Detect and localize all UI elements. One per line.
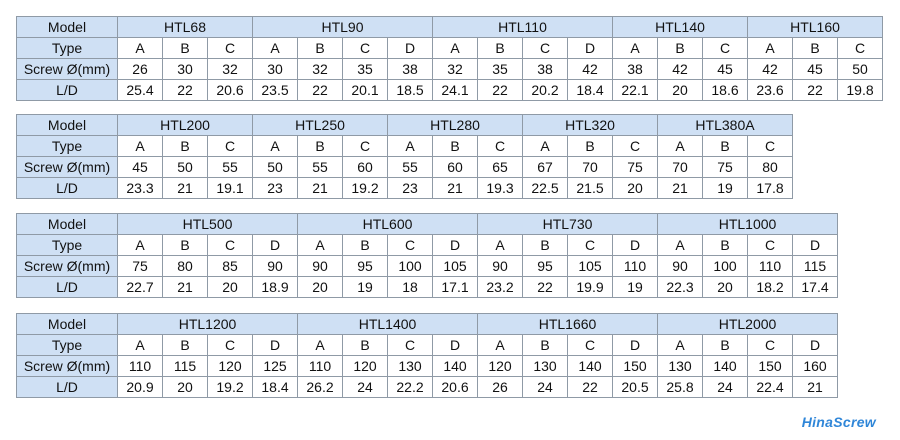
type-cell: C	[343, 38, 388, 59]
type-cell: A	[253, 38, 298, 59]
screw-diameter-cell: 140	[568, 356, 613, 377]
model-row	[17, 17, 883, 38]
ld-cell: 18.5	[388, 80, 433, 101]
ld-cell: 26.2	[298, 377, 343, 398]
ld-cell: 23.2	[478, 277, 523, 298]
row-label-ld: L/D	[17, 377, 118, 398]
ld-cell: 24	[343, 377, 388, 398]
screw-diameter-cell: 95	[523, 256, 568, 277]
type-cell: C	[613, 136, 658, 157]
ld-cell: 21	[163, 277, 208, 298]
screw-diameter-cell: 55	[388, 157, 433, 178]
screw-diameter-cell: 67	[523, 157, 568, 178]
type-cell: C	[208, 335, 253, 356]
ld-cell: 22.3	[658, 277, 703, 298]
ld-cell: 18.6	[703, 80, 748, 101]
screw-diameter-cell: 65	[478, 157, 523, 178]
screw-diameter-cell: 80	[748, 157, 793, 178]
type-cell: A	[478, 235, 523, 256]
row-label-screw: Screw Ø(mm)	[17, 256, 118, 277]
type-cell: D	[613, 235, 658, 256]
screw-diameter-cell: 160	[793, 356, 838, 377]
brand-logo: HinaScrew	[801, 414, 876, 430]
screw-diameter-cell: 120	[478, 356, 523, 377]
screw-diameter-cell: 50	[838, 59, 883, 80]
ld-cell: 22	[568, 377, 613, 398]
type-cell: C	[568, 335, 613, 356]
type-cell: D	[793, 335, 838, 356]
ld-cell: 23	[253, 178, 298, 199]
screw-diameter-row	[17, 157, 793, 178]
type-cell: C	[748, 136, 793, 157]
screw-diameter-cell: 130	[523, 356, 568, 377]
screw-diameter-cell: 38	[523, 59, 568, 80]
screw-diameter-cell: 32	[298, 59, 343, 80]
screw-diameter-cell: 100	[703, 256, 748, 277]
screw-diameter-cell: 85	[208, 256, 253, 277]
type-cell: A	[298, 335, 343, 356]
type-cell: B	[343, 235, 388, 256]
row-label-screw: Screw Ø(mm)	[17, 356, 118, 377]
type-cell: C	[208, 38, 253, 59]
screw-diameter-cell: 100	[388, 256, 433, 277]
screw-diameter-cell: 38	[613, 59, 658, 80]
ld-cell: 20	[208, 277, 253, 298]
row-label-screw: Screw Ø(mm)	[17, 59, 118, 80]
type-cell: D	[793, 235, 838, 256]
model-name: HTL110	[433, 17, 613, 38]
type-cell: C	[343, 136, 388, 157]
screw-diameter-cell: 45	[793, 59, 838, 80]
ld-cell: 19	[613, 277, 658, 298]
row-label-ld: L/D	[17, 277, 118, 298]
ld-cell: 25.4	[118, 80, 163, 101]
ld-cell: 19.2	[343, 178, 388, 199]
ld-ratio-row	[17, 277, 838, 298]
type-cell: B	[523, 235, 568, 256]
type-row	[17, 235, 838, 256]
screw-diameter-cell: 38	[388, 59, 433, 80]
ld-cell: 20.6	[433, 377, 478, 398]
ld-cell: 19.3	[478, 178, 523, 199]
ld-cell: 22	[163, 80, 208, 101]
type-cell: B	[658, 38, 703, 59]
ld-cell: 22.7	[118, 277, 163, 298]
type-cell: B	[163, 136, 208, 157]
model-row	[17, 314, 838, 335]
ld-cell: 23.6	[748, 80, 793, 101]
type-cell: B	[568, 136, 613, 157]
screw-diameter-cell: 70	[658, 157, 703, 178]
screw-diameter-cell: 50	[163, 157, 208, 178]
ld-cell: 21	[298, 178, 343, 199]
type-cell: B	[298, 38, 343, 59]
screw-diameter-cell: 42	[568, 59, 613, 80]
ld-cell: 18.2	[748, 277, 793, 298]
ld-cell: 21	[433, 178, 478, 199]
screw-diameter-cell: 32	[208, 59, 253, 80]
spec-table-1	[16, 16, 883, 101]
ld-cell: 19.8	[838, 80, 883, 101]
ld-cell: 22	[793, 80, 838, 101]
type-cell: B	[703, 335, 748, 356]
type-cell: B	[433, 136, 478, 157]
ld-cell: 19.9	[568, 277, 613, 298]
ld-cell: 20.5	[613, 377, 658, 398]
spec-table-3	[16, 213, 838, 298]
ld-cell: 24.1	[433, 80, 478, 101]
ld-cell: 20	[703, 277, 748, 298]
screw-diameter-cell: 140	[433, 356, 478, 377]
model-name: HTL730	[478, 214, 658, 235]
screw-diameter-cell: 150	[613, 356, 658, 377]
type-cell: D	[613, 335, 658, 356]
type-cell: C	[388, 235, 433, 256]
screw-diameter-cell: 42	[658, 59, 703, 80]
ld-cell: 22.2	[388, 377, 433, 398]
screw-diameter-cell: 30	[253, 59, 298, 80]
screw-diameter-cell: 140	[703, 356, 748, 377]
screw-diameter-cell: 55	[298, 157, 343, 178]
ld-cell: 18.4	[568, 80, 613, 101]
ld-cell: 20.2	[523, 80, 568, 101]
screw-diameter-cell: 75	[613, 157, 658, 178]
ld-cell: 18.4	[253, 377, 298, 398]
ld-cell: 26	[478, 377, 523, 398]
screw-diameter-cell: 120	[343, 356, 388, 377]
screw-diameter-cell: 50	[253, 157, 298, 178]
type-row	[17, 335, 838, 356]
type-cell: D	[388, 38, 433, 59]
model-row	[17, 214, 838, 235]
type-cell: A	[748, 38, 793, 59]
ld-cell: 21.5	[568, 178, 613, 199]
row-label-type: Type	[17, 38, 118, 59]
type-cell: B	[163, 235, 208, 256]
row-label-type: Type	[17, 235, 118, 256]
ld-cell: 22.1	[613, 80, 658, 101]
screw-diameter-cell: 60	[433, 157, 478, 178]
type-cell: C	[208, 136, 253, 157]
type-cell: B	[163, 335, 208, 356]
screw-diameter-cell: 42	[748, 59, 793, 80]
type-cell: C	[388, 335, 433, 356]
ld-cell: 25.8	[658, 377, 703, 398]
screw-diameter-cell: 150	[748, 356, 793, 377]
type-cell: A	[433, 38, 478, 59]
ld-ratio-row	[17, 178, 793, 199]
model-name: HTL200	[118, 115, 253, 136]
screw-diameter-cell: 30	[163, 59, 208, 80]
screw-diameter-cell: 90	[478, 256, 523, 277]
row-label-screw: Screw Ø(mm)	[17, 157, 118, 178]
type-cell: D	[253, 235, 298, 256]
ld-cell: 22.4	[748, 377, 793, 398]
screw-diameter-cell: 70	[568, 157, 613, 178]
ld-cell: 20.6	[208, 80, 253, 101]
ld-cell: 19	[703, 178, 748, 199]
screw-diameter-cell: 110	[298, 356, 343, 377]
ld-cell: 19.1	[208, 178, 253, 199]
type-cell: C	[568, 235, 613, 256]
type-cell: C	[748, 235, 793, 256]
model-name: HTL1660	[478, 314, 658, 335]
model-name: HTL140	[613, 17, 748, 38]
screw-diameter-cell: 115	[793, 256, 838, 277]
screw-diameter-cell: 115	[163, 356, 208, 377]
ld-ratio-row	[17, 377, 838, 398]
screw-diameter-cell: 75	[703, 157, 748, 178]
row-label-model: Model	[17, 17, 118, 38]
screw-diameter-cell: 110	[118, 356, 163, 377]
type-cell: C	[838, 38, 883, 59]
type-cell: B	[163, 38, 208, 59]
type-cell: A	[658, 136, 703, 157]
type-cell: A	[298, 235, 343, 256]
ld-cell: 18.9	[253, 277, 298, 298]
type-cell: B	[298, 136, 343, 157]
ld-cell: 24	[703, 377, 748, 398]
screw-diameter-cell: 55	[208, 157, 253, 178]
screw-diameter-cell: 32	[433, 59, 478, 80]
model-name: HTL1400	[298, 314, 478, 335]
screw-diameter-row	[17, 256, 838, 277]
ld-ratio-row	[17, 80, 883, 101]
screw-diameter-cell: 130	[658, 356, 703, 377]
type-cell: D	[433, 235, 478, 256]
model-name: HTL90	[253, 17, 433, 38]
ld-cell: 20	[613, 178, 658, 199]
type-cell: C	[703, 38, 748, 59]
ld-cell: 22.5	[523, 178, 568, 199]
ld-cell: 24	[523, 377, 568, 398]
type-cell: A	[658, 335, 703, 356]
type-cell: A	[118, 235, 163, 256]
ld-cell: 21	[793, 377, 838, 398]
screw-diameter-cell: 110	[613, 256, 658, 277]
ld-cell: 21	[658, 178, 703, 199]
type-row	[17, 136, 793, 157]
type-cell: D	[433, 335, 478, 356]
screw-diameter-cell: 90	[253, 256, 298, 277]
type-cell: B	[343, 335, 388, 356]
model-name: HTL600	[298, 214, 478, 235]
row-label-model: Model	[17, 314, 118, 335]
screw-diameter-cell: 105	[433, 256, 478, 277]
screw-diameter-cell: 60	[343, 157, 388, 178]
screw-diameter-cell: 75	[118, 256, 163, 277]
screw-diameter-cell: 90	[658, 256, 703, 277]
model-name: HTL500	[118, 214, 298, 235]
type-cell: A	[253, 136, 298, 157]
screw-diameter-cell: 45	[118, 157, 163, 178]
ld-cell: 20	[298, 277, 343, 298]
type-cell: B	[478, 38, 523, 59]
model-row	[17, 115, 793, 136]
type-cell: C	[478, 136, 523, 157]
screw-diameter-cell: 80	[163, 256, 208, 277]
ld-cell: 22	[523, 277, 568, 298]
ld-cell: 21	[163, 178, 208, 199]
ld-cell: 20	[163, 377, 208, 398]
row-label-type: Type	[17, 136, 118, 157]
type-cell: B	[793, 38, 838, 59]
row-label-ld: L/D	[17, 80, 118, 101]
spec-table-4	[16, 313, 838, 398]
ld-cell: 23.3	[118, 178, 163, 199]
type-row	[17, 38, 883, 59]
screw-diameter-cell: 90	[298, 256, 343, 277]
ld-cell: 23.5	[253, 80, 298, 101]
screw-diameter-cell: 45	[703, 59, 748, 80]
type-cell: C	[523, 38, 568, 59]
ld-cell: 22	[298, 80, 343, 101]
screw-diameter-cell: 35	[343, 59, 388, 80]
ld-cell: 20.9	[118, 377, 163, 398]
screw-diameter-cell: 95	[343, 256, 388, 277]
type-cell: B	[703, 235, 748, 256]
ld-cell: 19	[343, 277, 388, 298]
ld-cell: 18	[388, 277, 433, 298]
type-cell: A	[388, 136, 433, 157]
ld-cell: 17.4	[793, 277, 838, 298]
screw-diameter-row	[17, 356, 838, 377]
ld-cell: 20.1	[343, 80, 388, 101]
model-name: HTL1200	[118, 314, 298, 335]
row-label-model: Model	[17, 115, 118, 136]
model-name: HTL250	[253, 115, 388, 136]
type-cell: B	[703, 136, 748, 157]
type-cell: A	[613, 38, 658, 59]
type-cell: C	[208, 235, 253, 256]
type-cell: C	[748, 335, 793, 356]
type-cell: D	[253, 335, 298, 356]
type-cell: B	[523, 335, 568, 356]
type-cell: A	[658, 235, 703, 256]
screw-diameter-row	[17, 59, 883, 80]
model-name: HTL280	[388, 115, 523, 136]
ld-cell: 20	[658, 80, 703, 101]
row-label-model: Model	[17, 214, 118, 235]
model-name: HTL68	[118, 17, 253, 38]
screw-diameter-cell: 120	[208, 356, 253, 377]
screw-diameter-cell: 125	[253, 356, 298, 377]
ld-cell: 22	[478, 80, 523, 101]
screw-diameter-cell: 105	[568, 256, 613, 277]
ld-cell: 17.1	[433, 277, 478, 298]
model-name: HTL2000	[658, 314, 838, 335]
screw-diameter-cell: 35	[478, 59, 523, 80]
screw-diameter-cell: 130	[388, 356, 433, 377]
ld-cell: 17.8	[748, 178, 793, 199]
type-cell: A	[118, 136, 163, 157]
screw-diameter-cell: 26	[118, 59, 163, 80]
ld-cell: 19.2	[208, 377, 253, 398]
row-label-type: Type	[17, 335, 118, 356]
type-cell: D	[568, 38, 613, 59]
screw-diameter-cell: 110	[748, 256, 793, 277]
model-name: HTL380A	[658, 115, 793, 136]
type-cell: A	[523, 136, 568, 157]
model-name: HTL320	[523, 115, 658, 136]
ld-cell: 23	[388, 178, 433, 199]
type-cell: A	[118, 335, 163, 356]
row-label-ld: L/D	[17, 178, 118, 199]
model-name: HTL1000	[658, 214, 838, 235]
model-name: HTL160	[748, 17, 883, 38]
type-cell: A	[118, 38, 163, 59]
type-cell: A	[478, 335, 523, 356]
spec-table-2	[16, 114, 793, 199]
